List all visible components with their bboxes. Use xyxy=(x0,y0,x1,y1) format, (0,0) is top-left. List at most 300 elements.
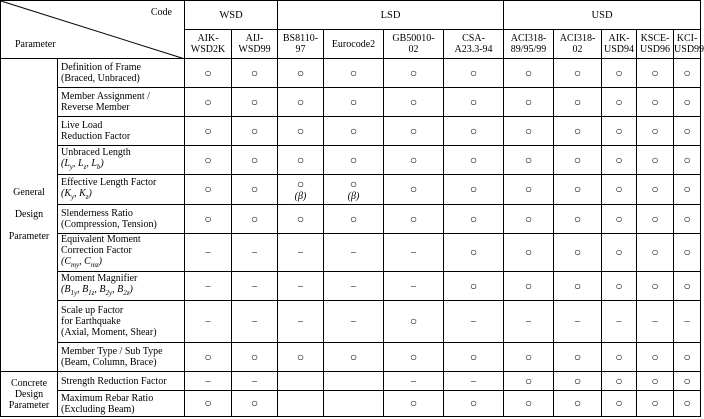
category-line: Design xyxy=(14,209,44,220)
supported-circle-icon: ○ xyxy=(204,65,212,80)
support-cell xyxy=(185,391,232,417)
parameter-name-line: ($C_{my}$, $C_{mz}$) xyxy=(61,256,102,269)
supported-circle-icon: ○ xyxy=(409,349,418,364)
parameter-name-line: Effective Length Factor xyxy=(61,176,157,188)
support-cell xyxy=(384,146,444,175)
code-name-line: USD94 xyxy=(604,44,635,55)
parameter-name-cell xyxy=(58,301,185,343)
not-supported-dash: – xyxy=(205,375,211,387)
table-row xyxy=(1,343,701,372)
not-supported-dash: – xyxy=(205,280,211,292)
code-name-line: AIK- xyxy=(608,33,630,44)
not-supported-dash: – xyxy=(411,247,416,258)
code-header-cell xyxy=(674,30,704,59)
support-cell xyxy=(674,372,701,391)
supported-circle-icon: ○ xyxy=(573,182,582,196)
parameter-name-line: Live Load xyxy=(61,120,103,131)
support-cell xyxy=(554,372,602,391)
support-cell xyxy=(384,372,444,391)
parameter-name-line: Strength Reduction Factor xyxy=(61,375,167,387)
parameter-name-cell xyxy=(58,59,185,88)
support-cell xyxy=(444,146,504,175)
support-cell xyxy=(444,234,504,272)
supported-circle-icon: ○ xyxy=(250,94,259,109)
support-cell xyxy=(602,117,637,146)
support-cell xyxy=(554,391,602,417)
support-cell xyxy=(602,301,637,343)
not-supported-dash: – xyxy=(616,316,622,327)
support-cell xyxy=(384,117,444,146)
supported-circle-icon: ○ xyxy=(409,65,418,80)
parameter-name-cell xyxy=(58,391,185,417)
support-cell xyxy=(324,205,384,234)
parameter-name-line: Reverse Member xyxy=(61,102,130,113)
parameter-name-line: for Earthquake xyxy=(61,316,121,327)
supported-circle-icon: ○ xyxy=(573,65,582,80)
parameter-name-cell xyxy=(58,372,185,391)
code-name-line: GB50010- xyxy=(392,33,435,44)
supported-circle-icon: ○ xyxy=(683,349,691,364)
parameter-name-cell xyxy=(58,343,185,372)
support-cell xyxy=(232,301,278,343)
support-cell xyxy=(554,272,602,301)
code-header-cell xyxy=(602,30,637,59)
support-cell xyxy=(674,205,701,234)
support-cell xyxy=(554,88,602,117)
support-cell xyxy=(444,391,504,417)
not-supported-dash: – xyxy=(411,375,416,387)
support-cell xyxy=(504,175,554,205)
supported-circle-icon: ○ xyxy=(573,245,582,259)
parameter-name-cell xyxy=(58,146,185,175)
parameter-label: Parameter xyxy=(15,39,56,50)
supported-circle-icon: ○ xyxy=(250,152,259,167)
code-name-line: A23.3-94 xyxy=(454,44,493,55)
support-cell xyxy=(278,343,324,372)
support-cell xyxy=(278,59,324,88)
supported-circle-icon: ○ xyxy=(683,245,691,259)
supported-circle-icon: ○ xyxy=(204,94,212,109)
supported-circle-icon: ○ xyxy=(683,182,691,196)
support-cell xyxy=(232,205,278,234)
not-supported-dash: – xyxy=(205,316,211,327)
support-cell xyxy=(602,175,637,205)
code-name-line: ACI318- xyxy=(510,33,547,44)
support-cell xyxy=(504,391,554,417)
support-cell xyxy=(384,391,444,417)
parameter-name-line: ($B_{1y}$, $B_{1z}$, $B_{2y}$, $B_{2z}$) xyxy=(61,284,133,297)
parameter-name-cell xyxy=(58,234,185,272)
support-cell xyxy=(504,301,554,343)
support-cell xyxy=(278,301,324,343)
supported-circle-icon: ○ xyxy=(204,396,212,410)
supported-circle-icon: ○ xyxy=(250,123,259,138)
support-cell xyxy=(232,234,278,272)
supported-circle-icon: ○ xyxy=(573,152,582,167)
support-cell xyxy=(637,175,674,205)
supported-circle-icon: ○ xyxy=(615,245,623,259)
support-cell xyxy=(232,391,278,417)
parameter-name-cell xyxy=(58,205,185,234)
supported-circle-icon: ○ xyxy=(651,65,659,80)
support-cell xyxy=(554,301,602,343)
code-name-line: WSD2K xyxy=(190,44,226,55)
support-cell xyxy=(444,372,504,391)
support-cell xyxy=(384,175,444,205)
supported-circle-icon: ○ xyxy=(349,349,358,364)
supported-circle-icon: ○ xyxy=(573,373,582,388)
category-line: General xyxy=(13,187,45,198)
corner-header-cell xyxy=(1,1,185,59)
code-name-line: AIJ- xyxy=(245,33,264,44)
supported-circle-icon: ○ xyxy=(683,396,691,410)
supported-circle-icon: ○ xyxy=(349,176,358,191)
supported-circle-icon: ○ xyxy=(250,396,259,410)
not-supported-dash: – xyxy=(684,316,690,327)
support-cell xyxy=(324,372,384,391)
supported-circle-icon: ○ xyxy=(204,182,212,196)
support-cell xyxy=(674,343,701,372)
parameter-name-cell xyxy=(58,272,185,301)
code-header-cell xyxy=(232,30,278,59)
not-supported-dash: – xyxy=(298,316,303,327)
support-cell xyxy=(504,272,554,301)
category-line: Design xyxy=(14,388,44,400)
supported-circle-icon: ○ xyxy=(409,94,418,109)
table-row xyxy=(1,234,701,272)
support-cell xyxy=(324,59,384,88)
supported-circle-icon: ○ xyxy=(524,373,533,388)
supported-circle-icon: ○ xyxy=(524,396,533,410)
code-name-line: USD96 xyxy=(640,44,671,55)
support-cell xyxy=(444,117,504,146)
supported-circle-icon: ○ xyxy=(524,94,533,109)
support-cell xyxy=(674,391,701,417)
supported-circle-icon: ○ xyxy=(250,182,259,196)
supported-circle-icon: ○ xyxy=(524,245,533,259)
code-header-cell xyxy=(637,30,674,59)
supported-circle-icon: ○ xyxy=(349,211,358,226)
support-cell xyxy=(384,59,444,88)
support-cell xyxy=(384,205,444,234)
support-cell xyxy=(637,343,674,372)
table-row xyxy=(1,391,701,417)
not-supported-dash: – xyxy=(575,316,581,327)
supported-circle-icon: ○ xyxy=(524,278,533,293)
support-cell xyxy=(602,343,637,372)
supported-circle-icon: ○ xyxy=(409,152,418,167)
parameter-name-line: Maximum Rebar Ratio xyxy=(61,392,154,404)
support-cell xyxy=(554,205,602,234)
supported-circle-icon: ○ xyxy=(250,349,259,364)
supported-circle-icon: ○ xyxy=(615,349,623,364)
support-cell xyxy=(674,272,701,301)
supported-circle-icon: ○ xyxy=(409,182,418,196)
group-header-lsd xyxy=(278,1,504,30)
support-cell xyxy=(674,117,701,146)
supported-circle-icon: ○ xyxy=(250,211,259,226)
parameter-name-line: Reduction Factor xyxy=(61,131,131,142)
supported-circle-icon: ○ xyxy=(615,211,623,226)
support-cell xyxy=(444,88,504,117)
table-row xyxy=(1,88,701,117)
support-cell xyxy=(504,205,554,234)
support-cell xyxy=(384,234,444,272)
supported-circle-icon: ○ xyxy=(683,123,691,138)
supported-circle-icon: ○ xyxy=(651,211,659,226)
support-cell xyxy=(278,234,324,272)
table-row xyxy=(1,301,701,343)
support-cell xyxy=(554,117,602,146)
support-cell xyxy=(674,59,701,88)
supported-circle-icon: ○ xyxy=(349,152,358,167)
support-cell xyxy=(602,272,637,301)
support-cell xyxy=(324,88,384,117)
category-line: Concrete xyxy=(10,377,48,389)
support-cell xyxy=(444,205,504,234)
supported-circle-icon: ○ xyxy=(573,278,582,293)
support-cell xyxy=(185,301,232,343)
supported-circle-icon: ○ xyxy=(524,123,533,138)
support-cell xyxy=(232,175,278,205)
parameter-name-cell xyxy=(58,175,185,205)
supported-circle-icon: ○ xyxy=(573,211,582,226)
code-header-cell xyxy=(504,30,554,59)
parameter-name-line: (Excluding Beam) xyxy=(61,403,135,415)
supported-circle-icon: ○ xyxy=(651,94,659,109)
supported-circle-icon: ○ xyxy=(524,349,533,364)
support-cell xyxy=(602,205,637,234)
support-cell xyxy=(384,88,444,117)
support-cell xyxy=(384,343,444,372)
table-row xyxy=(1,175,701,205)
supported-circle-icon: ○ xyxy=(683,94,691,109)
supported-circle-icon: ○ xyxy=(573,94,582,109)
support-cell xyxy=(324,391,384,417)
supported-circle-icon: ○ xyxy=(296,123,305,138)
supported-circle-icon: ○ xyxy=(349,65,358,80)
support-cell xyxy=(637,391,674,417)
support-cell xyxy=(504,59,554,88)
parameter-name-line: Equivalent Moment xyxy=(61,234,141,245)
code-name-line: 02 xyxy=(572,44,583,55)
header-row-groups xyxy=(1,1,701,30)
support-cell xyxy=(637,301,674,343)
table-row xyxy=(1,205,701,234)
table-row xyxy=(1,59,701,88)
parameter-name-line: Member Type / Sub Type xyxy=(61,346,163,357)
group-label: LSD xyxy=(380,9,401,21)
supported-circle-icon: ○ xyxy=(204,152,212,167)
supported-circle-icon: ○ xyxy=(651,152,659,167)
category-line: Parameter xyxy=(8,231,50,242)
code-name-line: AIK- xyxy=(197,33,219,44)
supported-circle-icon: ○ xyxy=(204,211,212,226)
supported-circle-icon: ○ xyxy=(651,182,659,196)
supported-circle-icon: ○ xyxy=(683,65,691,80)
support-cell xyxy=(444,272,504,301)
table-row xyxy=(1,117,701,146)
support-cell xyxy=(637,59,674,88)
supported-circle-icon: ○ xyxy=(524,182,533,196)
supported-circle-icon: ○ xyxy=(651,349,659,364)
supported-circle-icon: ○ xyxy=(524,152,533,167)
not-supported-dash: – xyxy=(252,280,257,292)
table-row xyxy=(1,372,701,391)
supported-circle-icon: ○ xyxy=(250,65,259,80)
supported-circle-icon: ○ xyxy=(469,65,478,80)
supported-circle-icon: ○ xyxy=(683,211,691,226)
supported-circle-icon: ○ xyxy=(204,349,212,364)
support-cell xyxy=(278,175,324,205)
support-cell xyxy=(324,343,384,372)
support-cell xyxy=(185,272,232,301)
not-supported-dash: – xyxy=(652,316,658,327)
not-supported-dash: – xyxy=(252,375,257,387)
code-name-line: 02 xyxy=(408,44,419,55)
support-cell xyxy=(185,117,232,146)
code-header-cell xyxy=(324,30,384,59)
support-cell xyxy=(384,301,444,343)
support-cell xyxy=(185,88,232,117)
support-cell xyxy=(602,372,637,391)
parameter-name-line: ($L_y$, $L_z$, $L_b$) xyxy=(61,158,104,171)
supported-circle-icon: ○ xyxy=(296,65,305,80)
code-name-line: KCI- xyxy=(676,33,698,44)
supported-circle-icon: ○ xyxy=(573,396,582,410)
support-cell xyxy=(504,117,554,146)
supported-circle-icon: ○ xyxy=(615,65,623,80)
support-cell xyxy=(674,175,701,205)
support-cell xyxy=(602,234,637,272)
supported-circle-icon: ○ xyxy=(469,182,478,196)
code-header-cell xyxy=(554,30,602,59)
support-cell xyxy=(324,234,384,272)
support-cell xyxy=(637,234,674,272)
category-concrete-design-parameter xyxy=(1,372,58,417)
supported-circle-icon: ○ xyxy=(349,123,358,138)
supported-circle-icon: ○ xyxy=(615,152,623,167)
support-cell xyxy=(504,88,554,117)
supported-circle-icon: ○ xyxy=(469,396,478,410)
supported-circle-icon: ○ xyxy=(615,182,623,196)
supported-circle-icon: ○ xyxy=(409,211,418,226)
support-cell xyxy=(637,88,674,117)
support-cell xyxy=(637,205,674,234)
code-label: Code xyxy=(150,7,172,18)
code-name-line: KSCE- xyxy=(640,33,670,44)
support-cell xyxy=(554,234,602,272)
supported-circle-icon: ○ xyxy=(651,373,659,388)
supported-circle-icon: ○ xyxy=(296,349,305,364)
support-cell xyxy=(278,205,324,234)
support-cell xyxy=(602,88,637,117)
not-supported-dash: – xyxy=(471,316,477,327)
support-cell xyxy=(602,391,637,417)
code-name-line: Eurocode2 xyxy=(331,38,376,50)
support-cell xyxy=(444,59,504,88)
parameter-name-cell xyxy=(58,88,185,117)
parameter-name-line: Scale up Factor xyxy=(61,305,124,316)
not-supported-dash: – xyxy=(252,247,257,258)
supported-circle-icon: ○ xyxy=(349,94,358,109)
supported-circle-icon: ○ xyxy=(296,176,305,191)
support-cell xyxy=(185,205,232,234)
code-header-cell xyxy=(278,30,324,59)
support-cell xyxy=(232,117,278,146)
category-general-design-parameter xyxy=(1,59,58,372)
parameter-name-line: (Compression, Tension) xyxy=(61,219,157,230)
supported-circle-icon: ○ xyxy=(573,123,582,138)
support-cell xyxy=(185,343,232,372)
code-header-cell xyxy=(185,30,232,59)
not-supported-dash: – xyxy=(471,375,477,387)
not-supported-dash: – xyxy=(351,247,356,258)
not-supported-dash: – xyxy=(411,280,416,292)
supported-circle-icon: ○ xyxy=(615,396,623,410)
support-cell xyxy=(278,272,324,301)
support-cell xyxy=(232,88,278,117)
support-cell xyxy=(324,117,384,146)
support-cell xyxy=(324,146,384,175)
support-cell xyxy=(637,272,674,301)
support-cell xyxy=(637,146,674,175)
parameter-name-line: Definition of Frame xyxy=(61,62,141,73)
supported-circle-icon: ○ xyxy=(409,396,418,410)
parameter-name-line: (Axial, Moment, Shear) xyxy=(61,327,157,338)
supported-circle-icon: ○ xyxy=(296,94,305,109)
code-header-cell xyxy=(444,30,504,59)
supported-circle-icon: ○ xyxy=(524,65,533,80)
parameter-name-line: (Braced, Unbraced) xyxy=(61,73,140,84)
supported-circle-icon: ○ xyxy=(651,123,659,138)
support-cell xyxy=(602,59,637,88)
support-cell xyxy=(278,372,324,391)
supported-circle-icon: ○ xyxy=(683,152,691,167)
group-header-wsd xyxy=(185,1,278,30)
code-name-line: WSD99 xyxy=(238,44,271,55)
supported-circle-icon: ○ xyxy=(469,349,478,364)
supported-circle-icon: ○ xyxy=(469,94,478,109)
support-cell xyxy=(324,175,384,205)
support-cell xyxy=(278,117,324,146)
parameter-name-line: ($K_y$, $K_z$) xyxy=(61,187,92,201)
code-name-line: 97 xyxy=(295,44,306,55)
support-cell xyxy=(444,343,504,372)
parameter-name-line: Unbraced Length xyxy=(61,147,131,158)
not-supported-dash: – xyxy=(298,247,303,258)
support-cell xyxy=(278,391,324,417)
code-name-line: ACI318- xyxy=(559,33,596,44)
support-cell xyxy=(674,88,701,117)
supported-circle-icon: ○ xyxy=(469,123,478,138)
not-supported-dash: – xyxy=(351,280,356,292)
code-name-line: USD99 xyxy=(674,44,704,55)
supported-circle-icon: ○ xyxy=(524,211,533,226)
supported-circle-icon: ○ xyxy=(296,152,305,167)
not-supported-dash: – xyxy=(205,247,211,258)
support-cell xyxy=(674,301,701,343)
support-cell xyxy=(185,372,232,391)
supported-circle-icon: ○ xyxy=(469,152,478,167)
supported-circle-icon: ○ xyxy=(573,349,582,364)
supported-circle-icon: ○ xyxy=(204,123,212,138)
supported-circle-icon: ○ xyxy=(469,278,478,293)
code-name-line: BS8110- xyxy=(282,33,319,44)
code-name-line: CSA- xyxy=(462,33,485,44)
table-row xyxy=(1,272,701,301)
supported-circle-icon: ○ xyxy=(409,123,418,138)
